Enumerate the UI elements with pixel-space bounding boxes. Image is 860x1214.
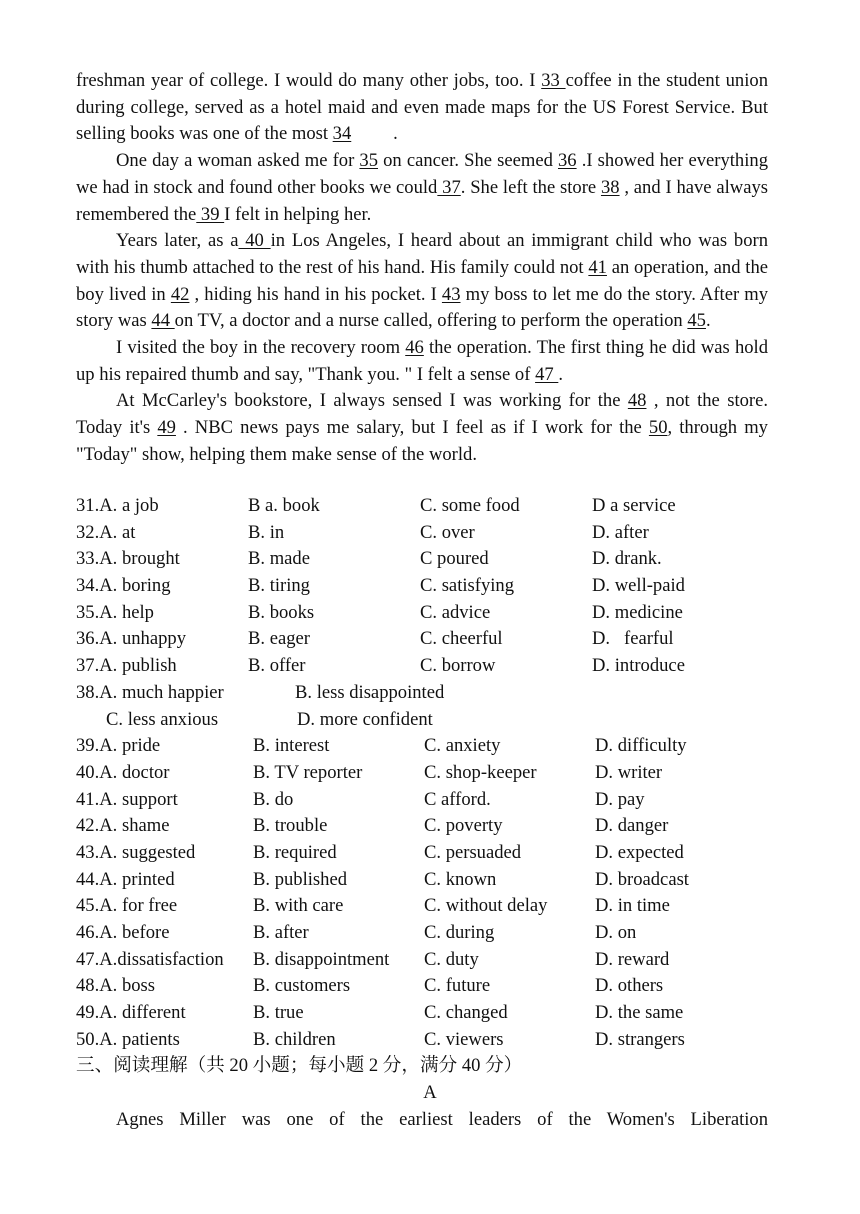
- option-d: D. expected: [595, 841, 684, 863]
- option-a: 39.A. pride: [76, 735, 161, 757]
- paragraph-5: [76, 388, 768, 468]
- option-a: 41.A. support: [76, 788, 178, 810]
- option-a: 48.A. boss: [76, 975, 156, 997]
- option-d: D. the same: [595, 1002, 684, 1024]
- text: , not the store. Today it's: [76, 390, 768, 439]
- option-d: D. on: [595, 922, 637, 943]
- option-d: D. introduce: [592, 655, 685, 677]
- option-a: 42.A. shame: [76, 815, 170, 837]
- option-d: D. fearful: [592, 628, 674, 650]
- option-d: D. others: [595, 975, 664, 997]
- option-b: B. do: [253, 788, 294, 810]
- option-c: C. during: [424, 922, 495, 943]
- option-c: C. known: [424, 868, 497, 890]
- text: At McCarley's bookstore, I always sensed I was working for the: [116, 390, 628, 412]
- option-a: 37.A. publish: [76, 655, 177, 677]
- option-d: D. danger: [595, 815, 669, 837]
- option-b: B. disappointment: [253, 948, 390, 970]
- option-c: C. future: [424, 975, 491, 997]
- option-b: B. eager: [248, 628, 310, 650]
- text: , through my "Today" show, helping them make sense of the world.: [76, 417, 768, 465]
- paragraph-3: [76, 228, 768, 335]
- option-a: 50.A. patients: [76, 1028, 180, 1050]
- option-d: D. strangers: [595, 1028, 685, 1050]
- option-d: D. drank.: [592, 548, 662, 570]
- blank-36: 36: [558, 150, 577, 172]
- option-a: 38.A. much happier: [76, 681, 224, 703]
- question-49-options: [76, 1000, 776, 1027]
- paragraph-2: [76, 148, 768, 228]
- blank-49: 49: [157, 417, 176, 439]
- blank-37: 37: [437, 176, 461, 198]
- option-a: 46.A. before: [76, 922, 170, 943]
- question-33-options: [76, 546, 776, 573]
- option-b: B. with care: [253, 895, 344, 917]
- option-d: D. in time: [595, 895, 670, 917]
- option-b: B. customers: [253, 975, 351, 997]
- blank-34: 34: [332, 123, 352, 145]
- option-c: C. viewers: [424, 1028, 504, 1050]
- question-45-options: [76, 893, 776, 920]
- part-label: A: [423, 1082, 437, 1103]
- option-a: 31.A. a job: [76, 495, 159, 516]
- option-c: C. some food: [420, 495, 520, 516]
- option-b: B. true: [253, 1002, 304, 1024]
- question-38-options-line-1: [76, 680, 776, 707]
- option-c: C. cheerful: [420, 628, 503, 650]
- text: . She left the store: [460, 176, 601, 198]
- option-c: C. poverty: [424, 815, 503, 837]
- option-c: C. without delay: [424, 895, 548, 917]
- blank-40: 40: [238, 230, 271, 252]
- question-36-options: [76, 626, 776, 653]
- question-40-options: [76, 760, 776, 787]
- options-list: [76, 493, 776, 1053]
- option-b: B. TV reporter: [253, 761, 363, 783]
- option-c: C poured: [420, 548, 489, 570]
- blank-48: 48: [627, 390, 647, 412]
- text: an operation, and the boy lived in: [76, 256, 768, 305]
- question-44-options: [76, 867, 776, 894]
- blank-35: 35: [359, 150, 379, 172]
- text: on TV, a doctor and a nurse called, offering to perform the operation: [174, 310, 688, 332]
- option-c: C. persuaded: [424, 841, 522, 863]
- option-c: C. duty: [424, 948, 479, 970]
- reading-passage-first-line: Agnes Miller was one of the earliest leaders of the Women's Liberation: [116, 1109, 768, 1130]
- blank-45: 45: [687, 310, 706, 332]
- option-a: 34.A. boring: [76, 575, 171, 597]
- option-d: D. writer: [595, 761, 663, 783]
- text: .: [558, 363, 563, 385]
- question-48-options: [76, 973, 776, 1000]
- option-d: D. medicine: [592, 601, 683, 623]
- option-c: C. advice: [420, 601, 491, 623]
- question-32-options: [76, 520, 776, 547]
- option-a: 44.A. printed: [76, 868, 175, 890]
- option-a: 45.A. for free: [76, 895, 178, 917]
- option-d: D. after: [592, 521, 649, 543]
- text: the operation. The first thing he did was hold up his repaired thumb and say, "Thank you. " I felt a sense of: [76, 337, 768, 385]
- blank-44: 44: [151, 310, 175, 332]
- option-b: B. less disappointed: [295, 681, 445, 703]
- question-38-options-line-2: [76, 707, 776, 734]
- question-39-options: [76, 733, 776, 760]
- text: in Los Angeles, I heard about an immigrant child who was born with his thumb attached to the rest of his hand. His family could not: [76, 230, 768, 278]
- text: One day a woman asked me for: [116, 150, 360, 172]
- option-a: 36.A. unhappy: [76, 628, 187, 650]
- option-b: B a. book: [248, 495, 320, 516]
- question-46-options: [76, 920, 776, 947]
- option-a: 47.A.dissatisfaction: [76, 948, 224, 970]
- blank-38: 38: [600, 176, 620, 198]
- blank-42: 42: [170, 283, 190, 305]
- text: Years later, as a: [116, 230, 239, 252]
- option-b: B. interest: [253, 735, 330, 757]
- option-b: B. after: [253, 922, 309, 943]
- blank-43: 43: [441, 283, 461, 305]
- option-c: C afford.: [424, 788, 491, 810]
- paragraph-1: [76, 68, 768, 148]
- option-c: C. anxiety: [424, 735, 501, 757]
- option-d: D. reward: [595, 948, 670, 970]
- option-c: C. less anxious: [106, 708, 219, 730]
- option-b: B. offer: [248, 655, 306, 677]
- blank-33: 33: [541, 70, 566, 91]
- option-d: D a service: [592, 495, 676, 516]
- question-34-options: [76, 573, 776, 600]
- option-b: B. made: [248, 548, 310, 570]
- text: I visited the boy in the recovery room: [116, 337, 406, 359]
- option-d: D. more confident: [297, 708, 433, 730]
- option-b: B. trouble: [253, 815, 328, 837]
- question-42-options: [76, 813, 776, 840]
- option-c: C. satisfying: [420, 575, 515, 597]
- paragraph-4: [76, 335, 768, 388]
- option-c: C. changed: [424, 1002, 508, 1024]
- blank-46: 46: [405, 337, 424, 359]
- blank-41: 41: [588, 256, 607, 278]
- option-b: B. children: [253, 1028, 336, 1050]
- option-d: D. pay: [595, 788, 645, 810]
- question-50-options: [76, 1027, 776, 1054]
- text: , hiding his hand in his pocket. I: [189, 283, 442, 305]
- option-b: B. books: [248, 601, 315, 623]
- option-b: B. tiring: [248, 575, 310, 597]
- option-b: B. in: [248, 521, 285, 543]
- option-d: D. broadcast: [595, 868, 689, 890]
- option-d: D. well-paid: [592, 575, 685, 597]
- blank-50: 50: [648, 417, 668, 439]
- option-c: C. borrow: [420, 655, 496, 677]
- option-a: 32.A. at: [76, 521, 136, 543]
- text: coffee in the student union during college, served as a hotel maid and even made maps for the US Forest Service. But selling books was one of the most: [76, 70, 768, 145]
- text: .I showed her everything we had in stock and found other books we could: [76, 150, 768, 198]
- text: . NBC news pays me salary, but I feel as if I work for the: [175, 417, 649, 439]
- text: I felt in helping her.: [224, 203, 372, 225]
- text: my boss to let me do the story. After my story was: [76, 283, 768, 332]
- option-c: C. shop-keeper: [424, 761, 537, 783]
- question-43-options: [76, 840, 776, 867]
- section-heading: 三、阅读理解（共 20 小题；每小题 2 分，满分 40 分）: [76, 1055, 523, 1076]
- option-a: 40.A. doctor: [76, 761, 170, 783]
- question-31-options: [76, 493, 776, 520]
- text: , and I have always remembered the: [76, 176, 768, 225]
- option-d: D. difficulty: [595, 735, 687, 757]
- text: freshman year of college. I would do many other jobs, too. I: [76, 70, 542, 91]
- text: .: [705, 310, 711, 332]
- option-a: 33.A. brought: [76, 548, 180, 570]
- option-b: B. required: [253, 841, 337, 863]
- text: on cancer. She seemed: [378, 150, 558, 172]
- question-47-options: [76, 947, 776, 974]
- text: .: [351, 123, 398, 145]
- option-a: 49.A. different: [76, 1002, 186, 1024]
- blank-47: 47: [535, 363, 559, 385]
- blank-39: 39: [196, 203, 225, 225]
- option-b: B. published: [253, 868, 348, 890]
- option-c: C. over: [420, 521, 475, 543]
- question-41-options: [76, 787, 776, 814]
- question-35-options: [76, 600, 776, 627]
- option-a: 35.A. help: [76, 601, 154, 623]
- cloze-passage: [76, 68, 768, 469]
- question-37-options: [76, 653, 776, 680]
- option-a: 43.A. suggested: [76, 841, 196, 863]
